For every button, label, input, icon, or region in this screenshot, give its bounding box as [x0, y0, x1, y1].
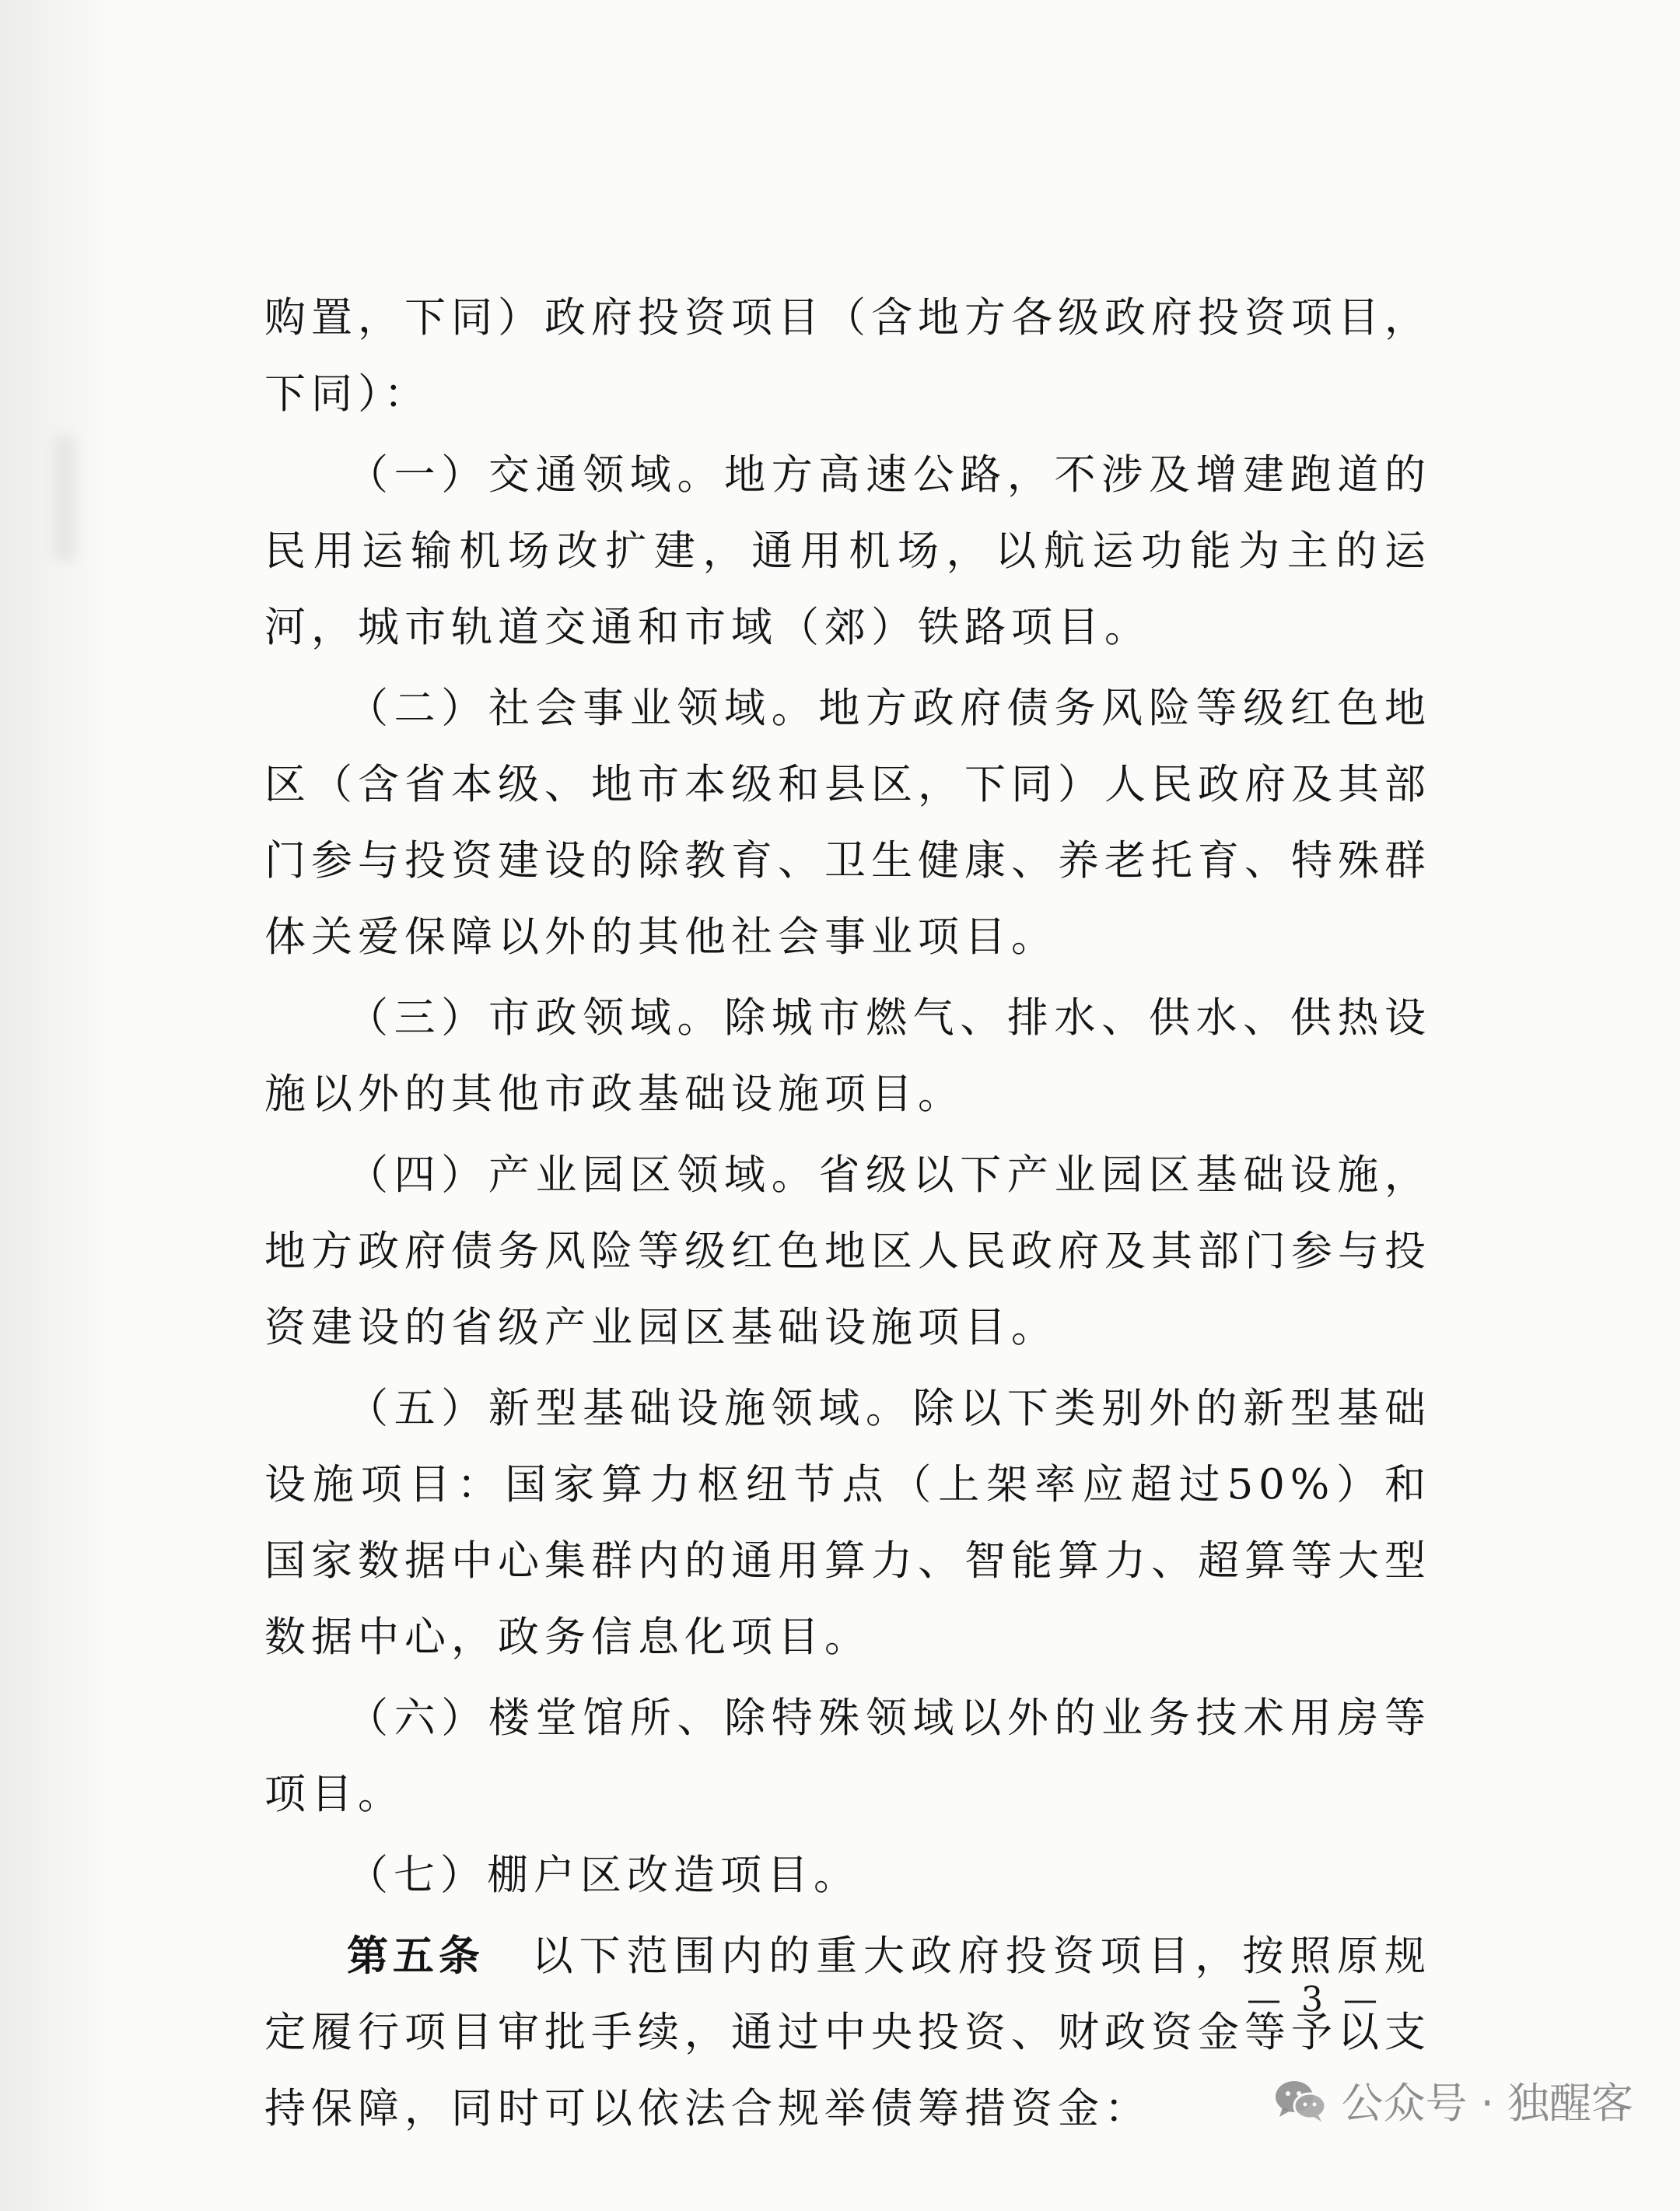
article-five-heading: 第五条: [347, 1932, 485, 1980]
paragraph-item-5: （五）新型基础设施领域。除以下类别外的新型基础设施项目：国家算力枢纽节点（上架率应超过50%）和国家数据中心集群内的通用算力、智能算力、超算等大型数据中心，政务信息化项目。: [264, 1385, 1431, 1661]
document-body: [264, 280, 1431, 2147]
watermark: [1273, 2070, 1634, 2130]
paragraph-continued: 购置，下同）政府投资项目（含地方各级政府投资项目，下同）：: [264, 294, 1431, 418]
wechat-icon: [1273, 2078, 1328, 2123]
article-five-paragraph: [264, 1918, 1431, 2147]
paragraph-item-7: （七）棚户区改造项目。: [347, 1852, 860, 1899]
scan-edge-mark: [54, 436, 76, 560]
paragraph-item-4: （四）产业园区领域。省级以下产业园区基础设施，地方政府债务风险等级红色地区人民政府及其部门参与投资建设的省级产业园区基础设施项目。: [264, 1151, 1431, 1351]
paragraph-item-1: （一）交通领域。地方高速公路，不涉及增建跑道的民用运输机场改扩建，通用机场，以航运功能为主的运河，城市轨道交通和市域（郊）铁路项目。: [264, 451, 1431, 651]
paragraph-item-2: （二）社会事业领域。地方政府债务风险等级红色地区（含省本级、地市本级和县区，下同）人民政府及其部门参与投资建设的除教育、卫生健康、养老托育、特殊群体关爱保障以外的其他社会事业项目。: [264, 685, 1431, 961]
scan-shadow: [0, 0, 117, 2211]
article-five-text: 以下范围内的重大政府投资项目，按照原规定履行项目审批手续，通过中央投资、财政资金等予以支持保障，同时可以依法合规举债筹措资金：: [264, 1932, 1432, 2132]
paragraph-item-3: （三）市政领域。除城市燃气、排水、供水、供热设施以外的其他市政基础设施项目。: [264, 994, 1431, 1118]
paragraph-item-6: （六）楼堂馆所、除特殊领域以外的业务技术用房等项目。: [264, 1694, 1431, 1818]
page-number: — 3 —: [1247, 1980, 1382, 2020]
watermark-text: 公众号 · 独醒客: [1341, 2079, 1633, 2128]
